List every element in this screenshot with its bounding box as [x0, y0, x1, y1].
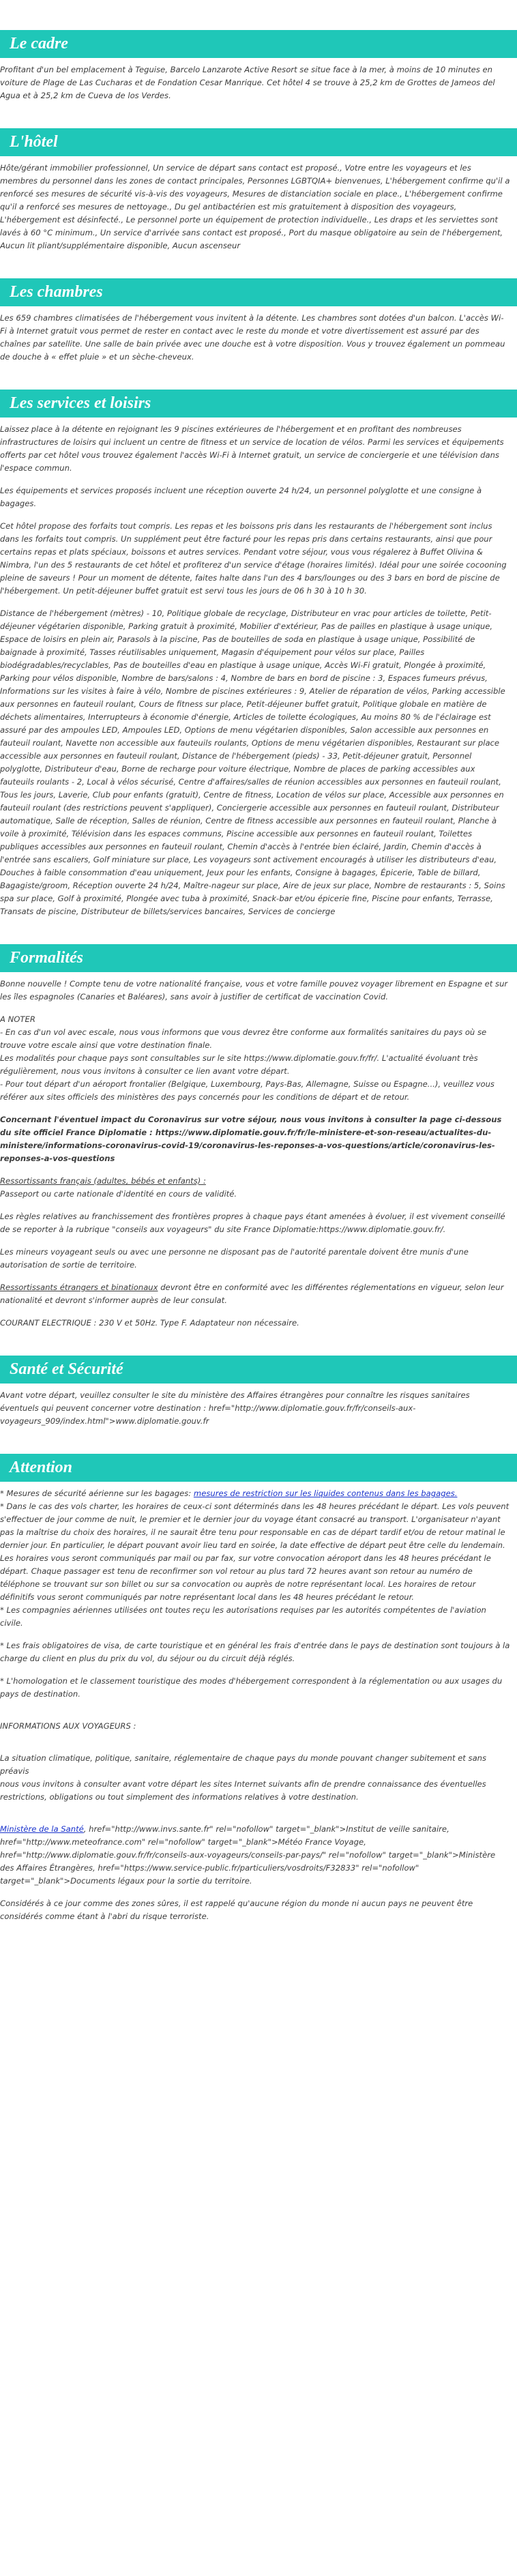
attention-fees-text: * Les frais obligatoires de visa, de carte touristique et en général les frais d'entrée dans le pays de destination sont toujours à la charge du client en plus du prix du vol, du séjour ou du circuit déjà réglés.	[0, 1641, 510, 1663]
section-title-services: Les services et loisirs	[0, 390, 517, 418]
section-title-attention: Attention	[0, 1454, 517, 1482]
attention-terrorism-text: Considérés à ce jour comme des zones sûres, il est rappelé qu'aucune région du monde ni aucun pays ne peuvent être considérés comme étant à l'abri du risque terroriste.	[0, 1899, 473, 1921]
section-title-sante: Santé et Sécurité	[0, 1356, 517, 1384]
cadre-text: Profitant d'un bel emplacement à Teguise, Barcelo Lanzarote Active Resort se situe face à la mer, à moins de 10 minutes en voiture de Plage de Las Cucharas et de Fondation Cesar Manrique. Cet hôtel 4 se trouve à 25,2 km de Grottes de Jameos del Agua et à 25,2 km de Cueva de los Verdes.	[0, 65, 495, 100]
formalites-french-nationals-heading: Ressortissants français (adultes, bébés et enfants) :	[0, 1176, 206, 1186]
section-title-cadre: Le cadre	[0, 30, 517, 58]
formalites-note-line: - En cas d'un vol avec escale, nous vous informons que vous devrez être conforme aux formalités sanitaires du pays où se trouve votre escale ainsi que votre destination finale.	[0, 1027, 487, 1050]
attention-links-text	[0, 1823, 517, 1888]
formalites-note-line: - Pour tout départ d'un aéroport frontalier (Belgique, Luxembourg, Pays-Bas, Allemagne, Suisse ou Espagne...), veuillez vous référer aux sites officiels des ministères des pays concernés pour les conditions de départ et de retour.	[0, 1079, 494, 1102]
attention-websites-text: nous vous invitons à consulter avant votre départ les sites Internet suivants afin de prendre connaissance des éventuelles restrictions, obligations ou tout simplement des informations relatives à votre destination.	[0, 1779, 486, 1802]
formalites-french-nationals-text: Passeport ou carte nationale d'identité en cours de validité.	[0, 1189, 237, 1199]
section-title-formalites: Formalités	[0, 944, 517, 972]
formalites-foreigners-text: devront être en conformité avec les différentes réglementations en vigueur, selon leur nationalité et devront s'informer auprès de leur consulat.	[0, 1283, 504, 1305]
attention-text-1	[0, 1487, 517, 1500]
liquids-restriction-link[interactable]: mesures de restriction sur les liquides contenus dans les bagages.	[193, 1489, 458, 1498]
sante-text: Avant votre départ, veuillez consulter le site du ministère des Affaires étrangères pour connaître les risques sanitaires éventuels qui peuvent concerner votre destination : href="http://www.diplomatie.gouv.fr/fr/conseils-aux-voyageurs_909/index.html">www.diplomatie.gouv.fr	[0, 1390, 470, 1426]
services-text-1: Laissez place à la détente en rejoignant les 9 piscines extérieures de l'hébergement et en profitant des nombreuses infrastructures de loisirs qui incluent un centre de fitness et un service de location de vélos. Parmi les services et équipements offerts par cet hôtel vous trouvez également l'accès Wi-Fi à Internet gratuit, un service de conciergerie et une télévision dans l'espace commun.	[0, 424, 504, 473]
attention-info-heading: INFORMATIONS AUX VOYAGEURS :	[0, 1721, 136, 1731]
section-title-chambres: Les chambres	[0, 278, 517, 306]
formalites-text-1: Bonne nouvelle ! Compte tenu de votre nationalité française, vous et votre famille pouvez voyager librement en Espagne et sur les îles espagnoles (Canaries et Baléares), sans avoir à justifier de certificat de vaccination Covid.	[0, 979, 508, 1001]
formalites-foreigners-heading: Ressortissants étrangers et binationaux	[0, 1283, 158, 1292]
attention-charter-text: * Dans le cas des vols charter, les horaires de ceux-ci sont déterminés dans les 48 heures précédant le départ. Les vols peuvent s'effectuer de jour comme de nuit, le premier et le dernier jour du voyage étant consacré au transport. L'organisateur n'ayant pas la maîtrise du choix des horaires, il ne saurait être tenu pour responsable en cas de départ tardif et/ou de retour matinal le dernier jour. En particulier, le départ pouvant avoir lieu tard en soirée, la date effective de départ peut être celle du lendemain. Les horaires vous seront communiqués par mail ou par fax, sur votre convocation aéroport dans les 48 heures précédant le départ. Chaque passager est tenu de reconfirmer son vol retour au plus tard 72 heures avant son retour au numéro de téléphone se trouvant sur son billet ou sur sa convocation ou auprès de notre représentant local. Les horaires de retour définitifs vous seront communiqués par notre représentant local dans les 48 heures précédant le retour.	[0, 1502, 509, 1602]
attention-climate-text: La situation climatique, politique, sanitaire, réglementaire de chaque pays du monde pouvant changer subitement et sans préavis	[0, 1753, 487, 1776]
services-text-2: Les équipements et services proposés incluent une réception ouverte 24 h/24, un personnel polyglotte et une consigne à bagages.	[0, 486, 482, 508]
attention-airlines-text: * Les compagnies aériennes utilisées ont toutes reçu les autorisations requises par les autorités compétentes de l'aviation civile.	[0, 1605, 486, 1628]
section-title-hotel: L'hôtel	[0, 128, 517, 156]
services-text-3: Cet hôtel propose des forfaits tout compris. Les repas et les boissons pris dans les restaurants de l'hébergement sont inclus dans les forfaits tout compris. Un supplément peut être facturé pour les repas pris dans certains restaurants, ainsi que pour certains repas et plats spéciaux, boissons et autres services. Pendant votre séjour, vous vous régalerez à Buffet Olivina & Nimbra, l'un des 5 restaurants de cet hôtel et profiterez d'un service d'étage (horaires limités). Idéal pour une soirée cocooning pleine de saveurs ! Pour un moment de détente, faites halte dans l'un des 4 bars/lounges ou des 3 bars en bord de piscine de l'hébergement. Un petit-déjeuner buffet gratuit est servi tous les jours de 06 h 30 à 10 h 30.	[0, 521, 507, 596]
formalites-note	[0, 1013, 517, 1104]
formalites-foreigners	[0, 1281, 517, 1307]
health-ministry-link[interactable]: Ministère de la Santé	[0, 1824, 84, 1834]
attention-classification-text: * L'homologation et le classement touristique des modes d'hébergement correspondent à la réglementation ou aux usages du pays de destination.	[0, 1676, 503, 1699]
chambres-text: Les 659 chambres climatisées de l'hébergement vous invitent à la détente. Les chambres sont dotées d'un balcon. L'accès Wi-Fi à Internet gratuit vous permet de rester en contact avec le reste du monde et votre divertissement est assuré par des chaînes par satellite. Une salle de bain privée avec une douche est à votre disposition. Vous y trouvez également un pommeau de douche à « effet pluie » et un sèche-cheveux.	[0, 313, 505, 362]
hotel-text: Hôte/gérant immobilier professionnel, Un service de départ sans contact est proposé., Votre entre les voyageurs et les membres du personnel dans les zones de contact principales, Personnes LGBTQIA+ bienvenues, L'hébergement confirme qu'il a renforcé ses mesures de sécurité vis-à-vis des voyageurs, Mesures de distanciation sociale en place., L'hébergement confirme qu'il a renforcé ses mesures de nettoyage., Du gel antibactérien est mis gratuitement à disposition des voyageurs, L'hébergement est désinfecté., Le personnel porte un équipement de protection individuelle., Les draps et les serviettes sont lavés à 60 °C minimum., Un service d'arrivée sans contact est proposé., Port du masque obligatoire au sein de l'hébergement, Aucun lit pliant/supplémentaire disponible, Aucun ascenseur	[0, 163, 510, 250]
formalites-coronavirus: Concernant l'éventuel impact du Coronavirus sur votre séjour, nous vous invitons à consulter la page ci-dessous du site officiel France Diplomatie : https://www.diplomatie.gouv.fr/fr/le-ministere-et-son-reseau/actualites-du-ministere/informations-coronavirus-covid-19/coronavirus-les-reponses-a-vos-questions/article/coronavirus-les-reponses-a-vos-questions	[0, 1115, 502, 1163]
formalites-borders: Les règles relatives au franchissement des frontières propres à chaque pays étant amenées à évoluer, il est vivement conseillé de se reporter à la rubrique "conseils aux voyageurs" du site France Diplomatie:https://www.diplomatie.gouv.fr/.	[0, 1212, 505, 1234]
attention-luggage-prefix: * Mesures de sécurité aérienne sur les bagages:	[0, 1489, 194, 1498]
attention-links-rest: , href="http://www.invs.sante.fr" rel="nofollow" target="_blank">Institut de veille sanitaire, href="http://www.meteofrance.com" rel="nofollow" target="_blank">Météo France Voyage, href="http://www.diplomatie.gouv.fr/fr/conseils-aux-voyageurs/conseils-par-pays/" rel="nofollow" target="_blank">Ministère des Affaires Étrangères, href="https://www.service-public.fr/particuliers/vosdroits/F32833" rel="nofollow" target="_blank">Documents légaux pour la sortie du territoire.	[0, 1824, 496, 1886]
formalites-electricity: COURANT ELECTRIQUE : 230 V et 50Hz. Type F. Adaptateur non nécessaire.	[0, 1318, 299, 1328]
services-text-4: Distance de l'hébergement (mètres) - 10, Politique globale de recyclage, Distributeur en vrac pour articles de toilette, Petit-déjeuner végétarien disponible, Parking gratuit à proximité, Mobilier d'extérieur, Pas de pailles en plastique à usage unique, Espace de loisirs en plein air, Parasols à la piscine, Pas de bouteilles de soda en plastique à usage unique, Possibilité de baignade à proximité, Tasses réutilisables uniquement, Magasin d'équipement pour vélos sur place, Pailles biodégradables/recyclables, Pas de bouteilles d'eau en plastique à usage unique, Accès Wi-Fi gratuit, Plongée à proximité, Parking pour vélos disponible, Nombre de bars/salons : 4, Nombre de bars en bord de piscine : 3, Espaces fumeurs prévus, Informations sur les visites à faire à vélo, Nombre de piscines extérieures : 9, Atelier de réparation de vélos, Parking accessible aux personnes en fauteuil roulant, Cours de fitness sur place, Petit-déjeuner buffet gratuit, Politique globale en matière de déchets alimentaires, Interrupteurs à économie d'énergie, Articles de toilette écologiques, Au moins 80 % de l'éclairage est assuré par des ampoules LED, Ampoules LED, Options de menu végétarien disponibles, Salon accessible aux personnes en fauteuil roulant, Navette non accessible aux fauteuils roulants, Options de menu végétarien disponibles, Restaurant sur place accessible aux personnes en fauteuil roulant, Distance de l'hébergement (pieds) - 33, Petit-déjeuner gratuit, Personnel polyglotte, Distributeur d'eau, Borne de recharge pour voiture électrique, Nombre de places de parking accessibles aux fauteuils roulants - 2, Local à vélos sécurisé, Centre d'affaires/salles de réunion accessibles aux personnes en fauteuil roulant, Tous les jours, Laverie, Club pour enfants (gratuit), Centre de fitness, Location de vélos sur place, Accessible aux personnes en fauteuil roulant (des restrictions peuvent s'appliquer), Conciergerie accessible aux personnes en fauteuil roulant, Distributeur automatique, Salle de réception, Salles de réunion, Centre de fitness accessible aux personnes en fauteuil roulant, Planche à voile à proximité, Télévision dans les espaces communs, Piscine accessible aux personnes en fauteuil roulant, Toilettes publiques accessibles aux personnes en fauteuil roulant, Chemin d'accès à l'entrée bien éclairé, Jardin, Chemin d'accès à l'entrée sans escaliers, Golf miniature sur place, Les voyageurs sont activement encouragés à utiliser les distributeurs d'eau, Douches à faible consommation d'eau uniquement, Jeux pour les enfants, Consigne à bagages, Épicerie, Table de billard, Bagagiste/groom, Réception ouverte 24 h/24, Maître-nageur sur place, Aire de jeux sur place, Nombre de restaurants : 5, Soins spa sur place, Golf à proximité, Plongée avec tuba à proximité, Snack-bar et/ou épicerie fine, Piscine pour enfants, Terrasse, Transats de piscine, Distributeur de billets/services bancaires, Services de concierge	[0, 609, 505, 916]
formalites-note-line: Les modalités pour chaque pays sont consultables sur le site https://www.diplomatie.gouv.fr/fr/. L'actualité évoluant très régulièrement, nous vous invitons à consulter ce lien avant votre départ.	[0, 1053, 478, 1076]
formalites-note-line: A NOTER	[0, 1014, 35, 1024]
formalites-minors: Les mineurs voyageant seuls ou avec une personne ne disposant pas de l'autorité parentale doivent être munis d'une autorisation de sortie de territoire.	[0, 1247, 469, 1270]
